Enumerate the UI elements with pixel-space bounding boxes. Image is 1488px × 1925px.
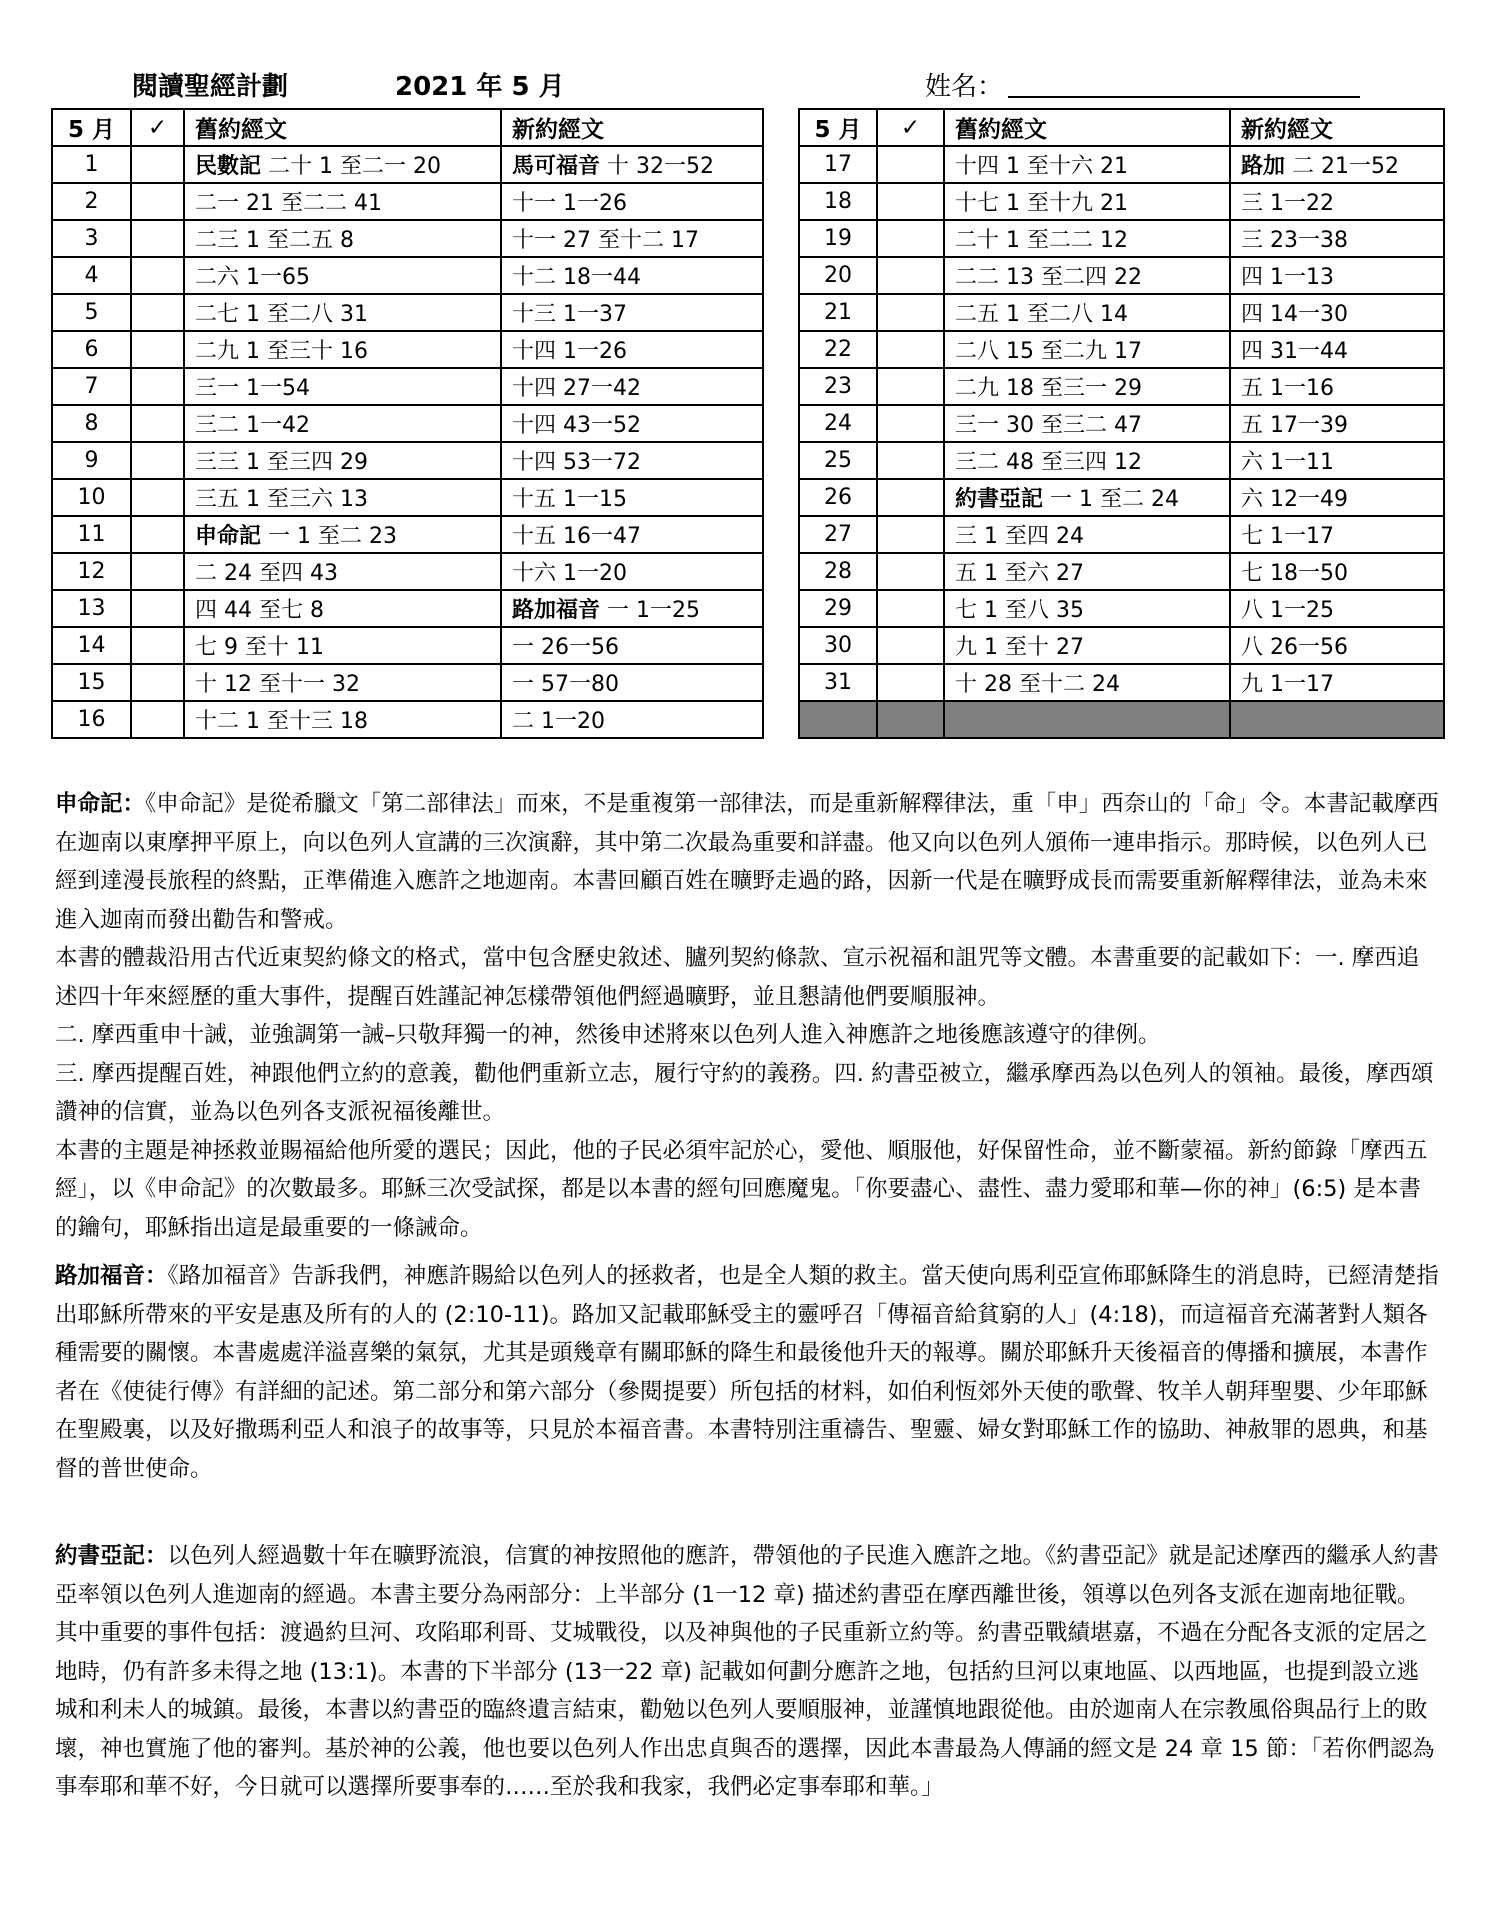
ot-passage: 二五 1 至二八 14: [955, 302, 1128, 327]
plan-month: 2021 年 5 月: [395, 72, 565, 102]
check-box[interactable]: [131, 294, 184, 331]
nt-passage: 五 1一16: [1241, 376, 1334, 401]
nt-cell: [501, 294, 763, 331]
day-cell: 14: [52, 627, 131, 664]
page-header: [0, 66, 1488, 106]
ot-cell: [184, 664, 501, 701]
day-cell: 6: [52, 331, 131, 368]
nt-book-name: 馬可福音: [512, 154, 601, 179]
nt-passage: 十三 1一37: [512, 302, 627, 327]
paragraph-text: 二. 摩西重申十誡，並強調第一誡–只敬拜獨一的神，然後申述將來以色列人進入神應許之地後應該遵守的律例。: [55, 1022, 1161, 1048]
ot-passage: 二八 15 至二九 17: [955, 339, 1142, 364]
day-cell: 1: [52, 146, 131, 183]
ot-cell: [184, 701, 501, 738]
col-header-ot: 舊約經文: [944, 109, 1230, 146]
paragraph-text: 三. 摩西提醒百姓，神跟他們立約的意義，勸他們重新立志，履行守約的義務。四. 約書亞被立，繼承摩西為以色列人的領袖。最後，摩西頌讚神的信實，並為以色列各支派祝福後離世。: [55, 1060, 1434, 1125]
ot-cell: [944, 664, 1230, 701]
nt-passage: 四 14一30: [1241, 302, 1348, 327]
table-row: [52, 516, 763, 553]
ot-cell: [944, 479, 1230, 516]
day-cell: 22: [799, 331, 877, 368]
plan-title: 閱讀聖經計劃: [132, 72, 289, 102]
table-row: [52, 331, 763, 368]
check-box[interactable]: [877, 516, 944, 553]
ot-book-name: 申命記: [195, 524, 262, 549]
ot-cell: [184, 183, 501, 220]
check-box[interactable]: [877, 368, 944, 405]
ot-passage: 三 1 至四 24: [955, 524, 1084, 549]
table-row: [799, 664, 1444, 701]
table-row: [799, 479, 1444, 516]
nt-passage: 八 26一56: [1241, 635, 1348, 660]
table-row: [799, 183, 1444, 220]
ot-cell: [184, 368, 501, 405]
table-row: [52, 664, 763, 701]
nt-cell: [501, 627, 763, 664]
empty-cell: [799, 701, 877, 738]
day-cell: 17: [799, 146, 877, 183]
table-row: [799, 294, 1444, 331]
ot-cell: [944, 516, 1230, 553]
ot-cell: [944, 294, 1230, 331]
nt-passage: 十 32一52: [600, 154, 714, 179]
nt-cell: [1230, 220, 1444, 257]
nt-cell: [501, 331, 763, 368]
ot-cell: [944, 220, 1230, 257]
nt-cell: [501, 405, 763, 442]
ot-cell: [184, 331, 501, 368]
ot-passage: 二九 18 至三一 29: [955, 376, 1142, 401]
nt-cell: [1230, 479, 1444, 516]
check-box[interactable]: [131, 553, 184, 590]
nt-cell: [501, 146, 763, 183]
nt-passage: 一 1一25: [600, 598, 700, 623]
ot-passage: 二一 21 至二二 41: [195, 191, 382, 216]
check-box[interactable]: [131, 257, 184, 294]
day-cell: 28: [799, 553, 877, 590]
check-box[interactable]: [877, 331, 944, 368]
ot-passage: 二六 1一65: [195, 265, 310, 290]
check-box[interactable]: [131, 442, 184, 479]
check-box[interactable]: [877, 257, 944, 294]
check-box[interactable]: [877, 553, 944, 590]
nt-passage: 十二 18一44: [512, 265, 641, 290]
check-box[interactable]: [877, 442, 944, 479]
table-row: [52, 257, 763, 294]
nt-passage: 十一 1一26: [512, 191, 627, 216]
nt-passage: 一 26一56: [512, 635, 619, 660]
ot-passage: 九 1 至十 27: [955, 635, 1084, 660]
paragraph: [55, 1055, 1440, 1132]
table-row: [799, 590, 1444, 627]
check-box[interactable]: [131, 627, 184, 664]
ot-passage: 三一 30 至三二 47: [955, 413, 1142, 438]
nt-cell: [501, 590, 763, 627]
table-row: [52, 368, 763, 405]
ot-passage: 三二 1一42: [195, 413, 310, 438]
nt-passage: 十五 1一15: [512, 487, 627, 512]
section-luke: [55, 1257, 1440, 1488]
check-box[interactable]: [877, 664, 944, 701]
nt-passage: 四 1一13: [1241, 265, 1334, 290]
nt-cell: [1230, 627, 1444, 664]
ot-cell: [944, 331, 1230, 368]
nt-cell: [1230, 553, 1444, 590]
ot-passage: 三三 1 至三四 29: [195, 450, 368, 475]
nt-passage: 六 1一11: [1241, 450, 1334, 475]
day-cell: 4: [52, 257, 131, 294]
check-box[interactable]: [131, 183, 184, 220]
ot-passage: 七 1 至八 35: [955, 598, 1084, 623]
day-cell: 19: [799, 220, 877, 257]
table-row: [52, 479, 763, 516]
nt-passage: 一 57一80: [512, 672, 619, 697]
reading-table-left: [51, 108, 764, 739]
check-box[interactable]: [877, 294, 944, 331]
section-title: 約書亞記：: [55, 1543, 168, 1569]
empty-row: [799, 701, 1444, 738]
table-row: [799, 257, 1444, 294]
ot-passage: 四 44 至七 8: [195, 598, 324, 623]
nt-cell: [1230, 294, 1444, 331]
day-cell: 16: [52, 701, 131, 738]
day-cell: 13: [52, 590, 131, 627]
nt-cell: [501, 368, 763, 405]
ot-cell: [184, 405, 501, 442]
paragraph: [55, 1257, 1440, 1488]
check-box[interactable]: [877, 627, 944, 664]
check-box[interactable]: [131, 368, 184, 405]
nt-passage: 十四 27一42: [512, 376, 641, 401]
table-row: [799, 146, 1444, 183]
ot-cell: [944, 590, 1230, 627]
table-row: [52, 701, 763, 738]
table-row: [799, 627, 1444, 664]
ot-passage: 十四 1 至十六 21: [955, 154, 1128, 179]
ot-passage: 十 12 至十一 32: [195, 672, 360, 697]
check-box[interactable]: [131, 701, 184, 738]
nt-cell: [501, 516, 763, 553]
table-header-row: [52, 109, 763, 146]
nt-cell: [1230, 405, 1444, 442]
paragraph: [55, 1016, 1440, 1055]
paragraph-text: 《申命記》是從希臘文「第二部律法」而來，不是重複第一部律法，而是重新解釋律法，重「申」西奈山的「命」令。本書記載摩西在迦南以東摩押平原上，向以色列人宣講的三次演辭，其中第二次最為重要和詳盡。他又向以色列人頒佈一連串指示。那時候，以色列人已經到達漫長旅程的終點，正準備進入應許之地迦南。本書回顧百姓在曠野走過的路，因新一代是在曠野成長而需要重新解釋律法，並為未來進入迦南而發出勸告和警戒。: [55, 791, 1439, 933]
day-cell: 20: [799, 257, 877, 294]
ot-book-name: 約書亞記: [955, 487, 1044, 512]
nt-passage: 十六 1一20: [512, 561, 627, 586]
ot-passage: 二十 1 至二二 12: [955, 228, 1128, 253]
nt-cell: [501, 257, 763, 294]
empty-cell: [944, 701, 1230, 738]
ot-cell: [184, 442, 501, 479]
col-header-day: 5 月: [52, 109, 131, 146]
col-header-ot: 舊約經文: [184, 109, 501, 146]
check-box[interactable]: [877, 405, 944, 442]
paragraph-text: 本書的主題是神拯救並賜福給他所愛的選民；因此，他的子民必須牢記於心，愛他、順服他，好保留性命，並不斷蒙福。新約節錄「摩西五經」，以《申命記》的次數最多。耶穌三次受試探，都是以本書的經句回應魔鬼。「你要盡心、盡性、盡力愛耶和華—你的神」(6:5) 是本書的鑰句，耶穌指出這是最重要的一條誡命。: [55, 1137, 1428, 1241]
nt-passage: 十一 27 至十二 17: [512, 228, 699, 253]
nt-passage: 五 17一39: [1241, 413, 1348, 438]
table-row: [799, 368, 1444, 405]
ot-passage: 七 9 至十 11: [195, 635, 324, 660]
day-cell: 30: [799, 627, 877, 664]
ot-cell: [184, 257, 501, 294]
ot-passage: 三五 1 至三六 13: [195, 487, 368, 512]
nt-passage: 八 1一25: [1241, 598, 1334, 623]
nt-cell: [1230, 516, 1444, 553]
nt-passage: 二 1一20: [512, 709, 605, 734]
check-box[interactable]: [877, 220, 944, 257]
day-cell: 11: [52, 516, 131, 553]
ot-passage: 十二 1 至十三 18: [195, 709, 368, 734]
nt-book-name: 路加福音: [512, 598, 601, 623]
nt-cell: [1230, 590, 1444, 627]
col-header-check: ✓: [877, 109, 944, 146]
ot-passage: 二九 1 至三十 16: [195, 339, 368, 364]
day-cell: 7: [52, 368, 131, 405]
nt-passage: 十五 16一47: [512, 524, 641, 549]
nt-passage: 三 1一22: [1241, 191, 1334, 216]
nt-cell: [501, 701, 763, 738]
day-cell: 29: [799, 590, 877, 627]
nt-cell: [1230, 368, 1444, 405]
paragraph-text: 以色列人經過數十年在曠野流浪，信實的神按照他的應許，帶領他的子民進入應許之地。《約書亞記》就是記述摩西的繼承人約書亞率領以色列人進迦南的經過。本書主要分為兩部分：上半部分 (1一12 章) 描述約書亞在摩西離世後，領導以色列各支派在迦南地征戰。其中重要的事件包括：渡過約旦河、攻陷耶利哥、艾城戰役，以及神與他的子民重新立約等。約書亞戰績堪嘉，不過在分配各支派的定居之地時，仍有許多未得之地 (13:1)。本書的下半部分 (13一22 章) 記載如何劃分應許之地，包括約旦河以東地區、以西地區，也提到設立逃城和利未人的城鎮。最後，本書以約書亞的臨終遺言結束，勸勉以色列人要順服神，並謹慎地跟從他。由於迦南人在宗教風俗與品行上的敗壞，神也實施了他的審判。基於神的公義，他也要以色列人作出忠貞與否的選擇，因此本書最為人傳誦的經文是 24 章 15 節：「若你們認為事奉耶和華不好，今日就可以選擇所要事奉的……至於我和我家，我們必定事奉耶和華。」: [55, 1543, 1439, 1800]
day-cell: 21: [799, 294, 877, 331]
day-cell: 8: [52, 405, 131, 442]
check-box[interactable]: [877, 146, 944, 183]
ot-cell: [944, 146, 1230, 183]
paragraph-text: 本書的體裁沿用古代近東契約條文的格式，當中包含歷史敘述、臚列契約條款、宣示祝福和詛咒等文體。本書重要的記載如下：一. 摩西追述四十年來經歷的重大事件，提醒百姓謹記神怎樣帶領他們經過曠野，並且懇請他們要順服神。: [55, 945, 1420, 1010]
ot-passage: 一 1 至二 24: [1043, 487, 1179, 512]
day-cell: 18: [799, 183, 877, 220]
check-box[interactable]: [877, 479, 944, 516]
check-box[interactable]: [131, 405, 184, 442]
ot-cell: [184, 146, 501, 183]
col-header-day: 5 月: [799, 109, 877, 146]
day-cell: 2: [52, 183, 131, 220]
empty-cell: [877, 701, 944, 738]
nt-passage: 二 21一52: [1285, 154, 1399, 179]
name-label: 姓名：: [925, 72, 1004, 102]
ot-cell: [944, 627, 1230, 664]
empty-cell: [1230, 701, 1444, 738]
table-row: [52, 146, 763, 183]
nt-cell: [501, 183, 763, 220]
nt-book-name: 路加: [1241, 154, 1286, 179]
day-cell: 25: [799, 442, 877, 479]
check-box[interactable]: [131, 146, 184, 183]
name-field-line[interactable]: [1008, 96, 1360, 98]
table-row: [799, 553, 1444, 590]
ot-cell: [184, 590, 501, 627]
nt-cell: [501, 479, 763, 516]
paragraph: [55, 939, 1440, 1016]
col-header-check: ✓: [131, 109, 184, 146]
ot-cell: [944, 257, 1230, 294]
ot-passage: 二三 1 至二五 8: [195, 228, 354, 253]
table-header-row: [799, 109, 1444, 146]
table-row: [52, 294, 763, 331]
nt-cell: [1230, 442, 1444, 479]
paragraph-text: 《路加福音》告訴我們，神應許賜給以色列人的拯救者，也是全人類的救主。當天使向馬利亞宣佈耶穌降生的消息時，已經清楚指出耶穌所帶來的平安是惠及所有的人的 (2:10-11)。路加又記載耶穌受主的靈呼召「傳福音給貧窮的人」(4:18)，而這福音充滿著對人類各種需要的關懷。本書處處洋溢喜樂的氣氛，尤其是頭幾章有關耶穌的降生和最後他升天的報導。關於耶穌升天後福音的傳播和擴展，本書作者在《使徒行傳》有詳細的記述。第二部分和第六部分（參閱提要）所包括的材料，如伯利恆郊外天使的歌聲、牧羊人朝拜聖嬰、少年耶穌在聖殿裏，以及好撒瑪利亞人和浪子的故事等，只見於本福音書。本書特別注重禱告、聖靈、婦女對耶穌工作的協助、神赦罪的恩典，和基督的普世使命。: [55, 1263, 1439, 1482]
day-cell: 26: [799, 479, 877, 516]
table-row: [52, 183, 763, 220]
check-box[interactable]: [131, 664, 184, 701]
ot-cell: [944, 405, 1230, 442]
table-row: [799, 516, 1444, 553]
check-box[interactable]: [131, 590, 184, 627]
day-cell: 9: [52, 442, 131, 479]
ot-book-name: 民數記: [195, 154, 262, 179]
nt-passage: 七 18一50: [1241, 561, 1348, 586]
section-title: 路加福音：: [55, 1263, 168, 1289]
nt-passage: 七 1一17: [1241, 524, 1334, 549]
nt-cell: [1230, 146, 1444, 183]
nt-passage: 六 12一49: [1241, 487, 1348, 512]
ot-passage: 五 1 至六 27: [955, 561, 1084, 586]
ot-cell: [944, 183, 1230, 220]
check-box[interactable]: [131, 331, 184, 368]
nt-passage: 三 23一38: [1241, 228, 1348, 253]
nt-cell: [501, 220, 763, 257]
ot-passage: 三二 48 至三四 12: [955, 450, 1142, 475]
day-cell: 3: [52, 220, 131, 257]
day-cell: 24: [799, 405, 877, 442]
section-joshua: [55, 1537, 1440, 1807]
nt-cell: [501, 553, 763, 590]
ot-cell: [944, 553, 1230, 590]
nt-passage: 十四 53一72: [512, 450, 641, 475]
col-header-nt: 新約經文: [1230, 109, 1444, 146]
table-row: [799, 405, 1444, 442]
nt-passage: 九 1一17: [1241, 672, 1334, 697]
ot-cell: [184, 627, 501, 664]
check-box[interactable]: [131, 220, 184, 257]
table-row: [52, 627, 763, 664]
table-row: [52, 220, 763, 257]
table-row: [52, 590, 763, 627]
ot-passage: 十 28 至十二 24: [955, 672, 1120, 697]
ot-cell: [184, 220, 501, 257]
check-box[interactable]: [877, 183, 944, 220]
nt-passage: 十四 1一26: [512, 339, 627, 364]
table-row: [799, 442, 1444, 479]
paragraph: [55, 1132, 1440, 1248]
nt-passage: 十四 43一52: [512, 413, 641, 438]
paragraph: [55, 785, 1440, 939]
nt-cell: [501, 664, 763, 701]
table-row: [799, 331, 1444, 368]
table-row: [52, 553, 763, 590]
day-cell: 15: [52, 664, 131, 701]
day-cell: 31: [799, 664, 877, 701]
nt-cell: [501, 442, 763, 479]
col-header-nt: 新約經文: [501, 109, 763, 146]
table-row: [799, 220, 1444, 257]
ot-cell: [944, 368, 1230, 405]
table-row: [52, 442, 763, 479]
ot-passage: 二七 1 至二八 31: [195, 302, 368, 327]
day-cell: 12: [52, 553, 131, 590]
day-cell: 27: [799, 516, 877, 553]
nt-cell: [1230, 664, 1444, 701]
ot-cell: [184, 553, 501, 590]
ot-cell: [184, 516, 501, 553]
day-cell: 5: [52, 294, 131, 331]
reading-table-right: [798, 108, 1445, 739]
check-box[interactable]: [877, 590, 944, 627]
ot-cell: [184, 479, 501, 516]
nt-passage: 四 31一44: [1241, 339, 1348, 364]
ot-passage: 二 24 至四 43: [195, 561, 338, 586]
table-row: [52, 405, 763, 442]
nt-cell: [1230, 331, 1444, 368]
ot-cell: [184, 294, 501, 331]
ot-passage: 二十 1 至二一 20: [261, 154, 441, 179]
ot-passage: 十七 1 至十九 21: [955, 191, 1128, 216]
check-box[interactable]: [131, 516, 184, 553]
ot-passage: 二二 13 至二四 22: [955, 265, 1142, 290]
section-title: 申命記：: [55, 791, 146, 817]
ot-passage: 一 1 至二 23: [261, 524, 397, 549]
ot-cell: [944, 442, 1230, 479]
check-box[interactable]: [131, 479, 184, 516]
ot-passage: 三一 1一54: [195, 376, 310, 401]
day-cell: 23: [799, 368, 877, 405]
paragraph: [55, 1537, 1440, 1807]
day-cell: 10: [52, 479, 131, 516]
section-deuteronomy: [55, 785, 1440, 1247]
nt-cell: [1230, 257, 1444, 294]
nt-cell: [1230, 183, 1444, 220]
